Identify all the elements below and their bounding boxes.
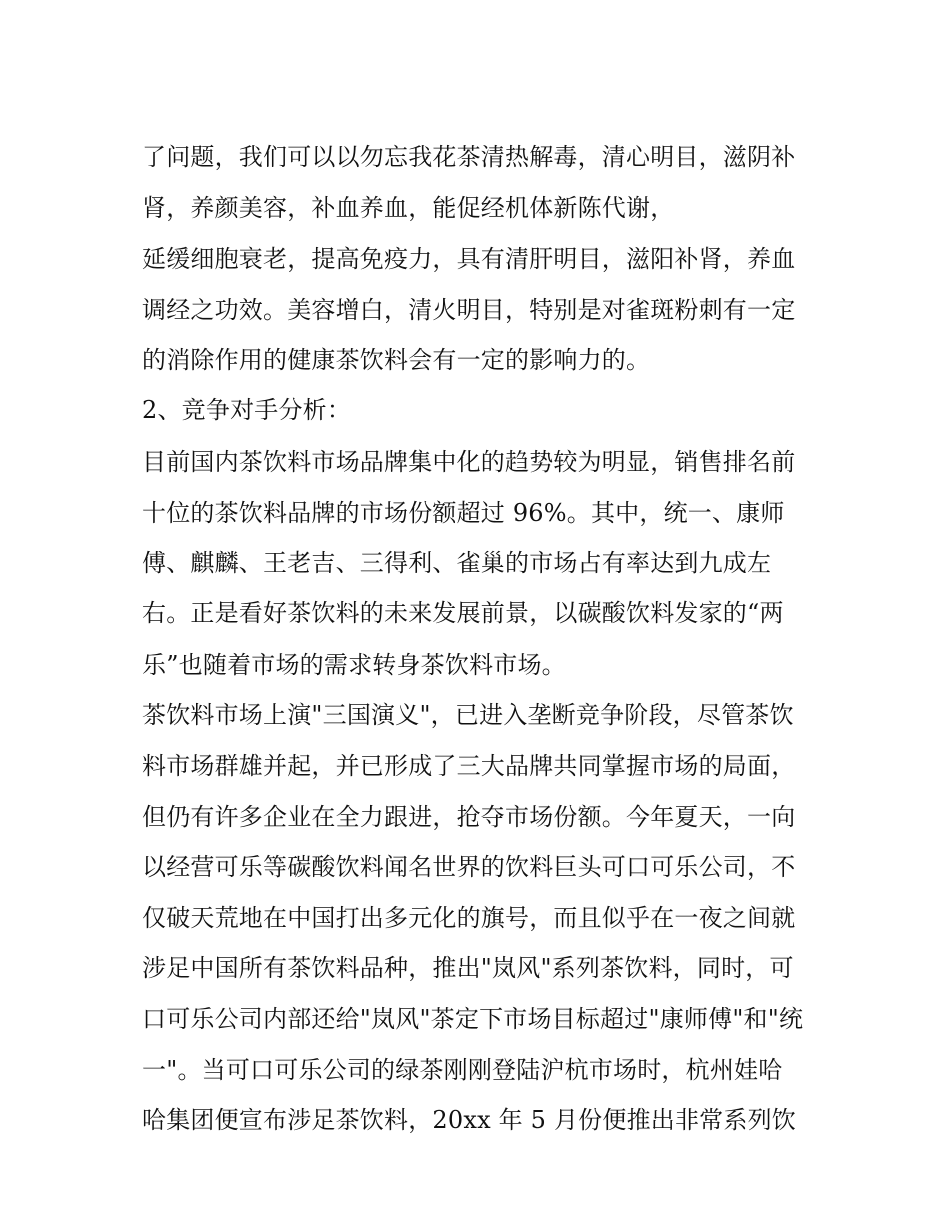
body-text-line: 哈集团便宣布涉足茶饮料，20xx 年 5 月份便推出非常系列饮 bbox=[142, 1106, 796, 1134]
body-text-line: 肾，养颜美容，补血养血，能促经机体新陈代谢， bbox=[142, 194, 675, 222]
body-text-line: 调经之功效。美容增白，清火明目，特别是对雀斑粉刺有一定 bbox=[142, 296, 796, 324]
body-text-line: 但仍有许多企业在全力跟进，抢夺市场份额。今年夏天，一向 bbox=[142, 803, 796, 831]
body-text-line: 乐”也随着市场的需求转身茶饮料市场。 bbox=[142, 651, 566, 679]
body-text-line: 以经营可乐等碳酸饮料闻名世界的饮料巨头可口可乐公司，不 bbox=[142, 853, 796, 881]
body-text-line: 十位的茶饮料品牌的市场份额超过 96%。其中，统一、康师 bbox=[142, 499, 785, 527]
body-text-line: 的消除作用的健康茶饮料会有一定的影响力的。 bbox=[142, 346, 651, 374]
section-heading: 2、竞争对手分析： bbox=[142, 396, 352, 424]
body-text-line: 茶饮料市场上演"三国演义"，已进入垄断竞争阶段，尽管茶饮 bbox=[142, 701, 794, 729]
body-text-line: 延缓细胞衰老，提高免疫力，具有清肝明目，滋阳补肾，养血 bbox=[142, 245, 796, 273]
body-text-line: 傅、麒麟、王老吉、三得利、雀巢的市场占有率达到九成左 bbox=[142, 549, 772, 577]
body-text-line: 了问题，我们可以以勿忘我花茶清热解毒，清心明目，滋阴补 bbox=[142, 143, 796, 171]
body-text-line: 右。正是看好茶饮料的未来发展前景，以碳酸饮料发家的“两 bbox=[142, 599, 784, 627]
body-text-line: 口可乐公司内部还给"岚风"茶定下市场目标超过"康师傅"和"统 bbox=[142, 1005, 804, 1033]
body-text-line: 目前国内茶饮料市场品牌集中化的趋势较为明显，销售排名前 bbox=[142, 448, 796, 476]
body-text-line: 仅破天荒地在中国打出多元化的旗号，而且似乎在一夜之间就 bbox=[142, 904, 796, 932]
body-text-line: 料市场群雄并起，并已形成了三大品牌共同掌握市场的局面， bbox=[142, 752, 796, 780]
body-text-line: 涉足中国所有茶饮料品种，推出"岚风"系列茶饮料，同时，可 bbox=[142, 954, 794, 982]
body-text-line: 一"。当可口可乐公司的绿茶刚刚登陆沪杭市场时，杭州娃哈 bbox=[142, 1056, 783, 1084]
